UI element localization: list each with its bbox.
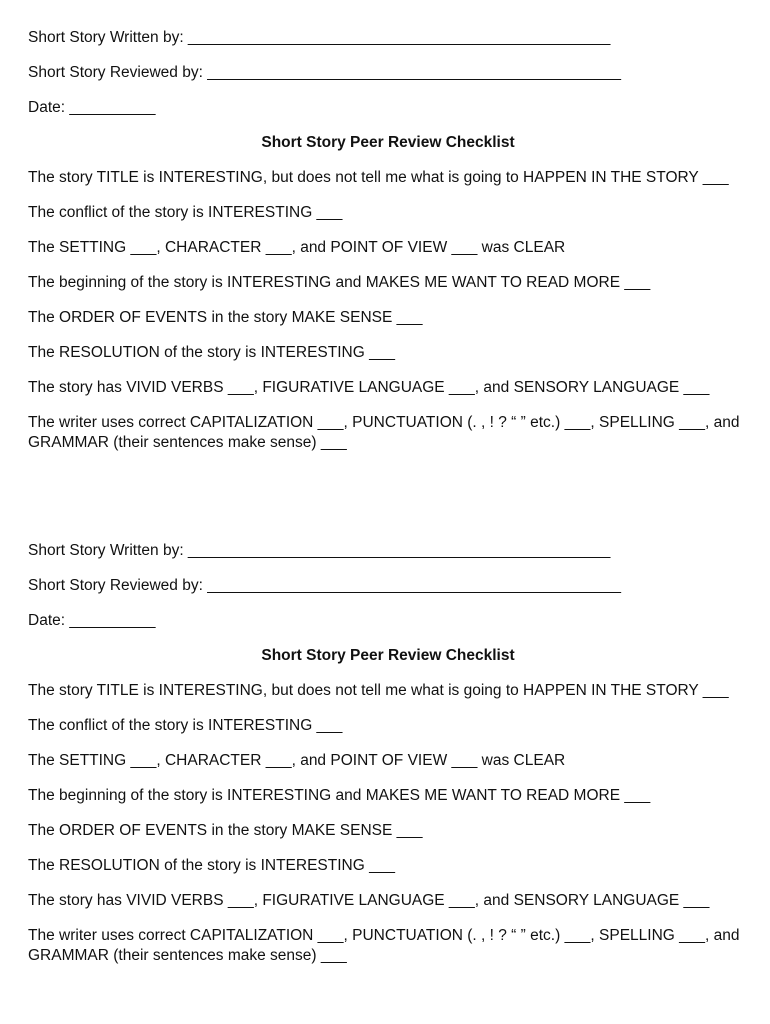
reviewed-by-field: Short Story Reviewed by: ________________________________________________	[28, 577, 621, 594]
date-field: Date: __________	[28, 612, 156, 629]
checklist-item: The writer uses correct CAPITALIZATION ___, PUNCTUATION (. , ! ? “ ” etc.) ___, SPELLING ___, and GRAMMAR (their sentences make sense) ___	[28, 927, 740, 964]
checklist-item: The conflict of the story is INTERESTING ___	[28, 204, 343, 221]
checklist-item: The beginning of the story is INTERESTING and MAKES ME WANT TO READ MORE ___	[28, 787, 651, 804]
checklist-item: The RESOLUTION of the story is INTERESTING ___	[28, 344, 395, 361]
checklist-item: The story has VIVID VERBS ___, FIGURATIVE LANGUAGE ___, and SENSORY LANGUAGE ___	[28, 379, 710, 396]
checklist-item: The RESOLUTION of the story is INTERESTING ___	[28, 857, 395, 874]
checklist-item: The ORDER OF EVENTS in the story MAKE SENSE ___	[28, 822, 423, 839]
checklist-item: The story TITLE is INTERESTING, but does not tell me what is going to HAPPEN IN THE STORY ___	[28, 682, 729, 699]
checklist-item: The conflict of the story is INTERESTING ___	[28, 717, 343, 734]
checklist-item: The story has VIVID VERBS ___, FIGURATIVE LANGUAGE ___, and SENSORY LANGUAGE ___	[28, 892, 710, 909]
checklist-item: The SETTING ___, CHARACTER ___, and POINT OF VIEW ___ was CLEAR	[28, 752, 566, 769]
written-by-field: Short Story Written by: _________________________________________________	[28, 29, 611, 46]
review-form-1	[28, 28, 748, 468]
date-field: Date: __________	[28, 99, 156, 116]
checklist-item: The writer uses correct CAPITALIZATION ___, PUNCTUATION (. , ! ? “ ” etc.) ___, SPELLING ___, and GRAMMAR (their sentences make sense) ___	[28, 414, 740, 451]
checklist-item: The beginning of the story is INTERESTING and MAKES ME WANT TO READ MORE ___	[28, 274, 651, 291]
checklist-item: The ORDER OF EVENTS in the story MAKE SENSE ___	[28, 309, 423, 326]
checklist-item: The SETTING ___, CHARACTER ___, and POINT OF VIEW ___ was CLEAR	[28, 239, 566, 256]
reviewed-by-field: Short Story Reviewed by: ________________________________________________	[28, 64, 621, 81]
checklist-title: Short Story Peer Review Checklist	[261, 134, 515, 151]
written-by-field: Short Story Written by: _________________________________________________	[28, 542, 611, 559]
review-form-2	[28, 541, 748, 981]
checklist-item: The story TITLE is INTERESTING, but does not tell me what is going to HAPPEN IN THE STORY ___	[28, 169, 729, 186]
checklist-title: Short Story Peer Review Checklist	[261, 647, 515, 664]
